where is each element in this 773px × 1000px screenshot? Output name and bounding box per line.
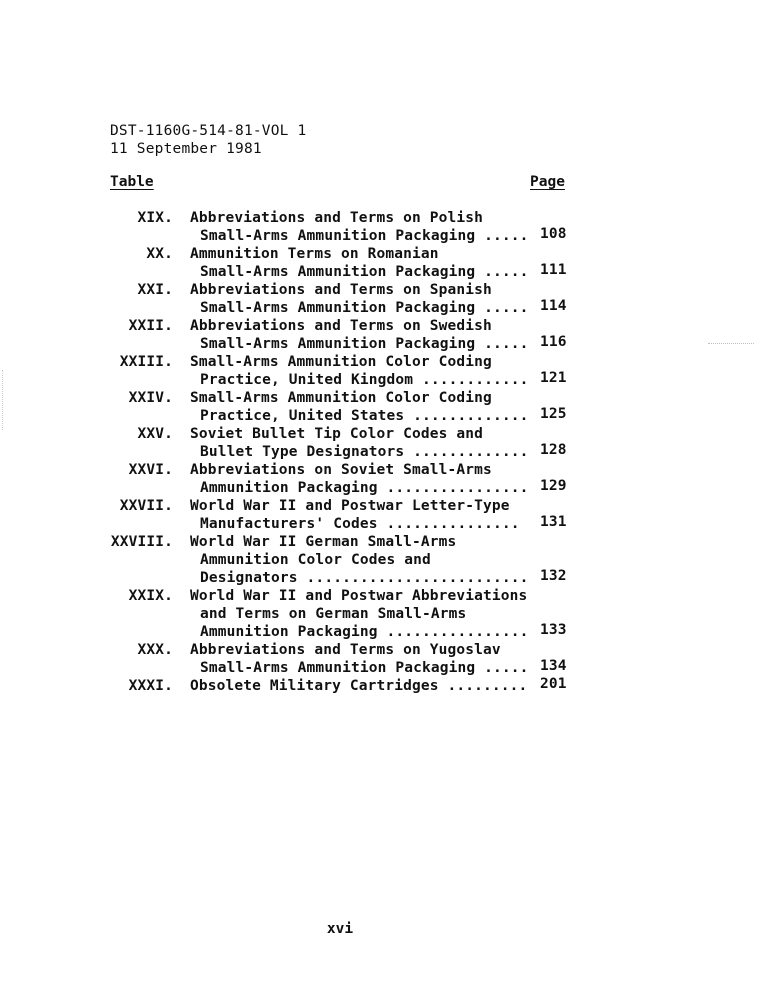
table-title-line: Abbreviations and Terms on Yugoslav <box>190 642 501 658</box>
list-item <box>0 677 773 695</box>
scan-artifact-mark <box>708 343 754 345</box>
page-reference: 133 <box>540 622 567 638</box>
table-number: XXVI. <box>128 462 173 478</box>
table-title-line: Ammunition Packaging ................ <box>200 480 529 496</box>
table-number: XXI. <box>137 282 173 298</box>
page-reference: 111 <box>540 262 567 278</box>
page-reference: 132 <box>540 568 567 584</box>
table-number: XXVII. <box>119 498 173 514</box>
table-number: XXX. <box>137 642 173 658</box>
table-title-line: Small-Arms Ammunition Packaging ..... <box>200 336 529 352</box>
table-title-line: Small-Arms Ammunition Packaging ..... <box>200 264 529 280</box>
table-title-line: Abbreviations on Soviet Small-Arms <box>190 462 492 478</box>
list-item <box>0 587 773 641</box>
table-title-line: Small-Arms Ammunition Packaging ..... <box>200 300 529 316</box>
table-list <box>0 209 773 695</box>
table-number: XXIX. <box>128 588 173 604</box>
table-number: XXXI. <box>128 678 173 694</box>
table-title-line: Soviet Bullet Tip Color Codes and <box>190 426 484 442</box>
list-item <box>0 461 773 497</box>
page-number: xvi <box>326 921 354 937</box>
table-title-line: Obsolete Military Cartridges ......... <box>190 678 528 694</box>
page-reference: 121 <box>540 370 567 386</box>
table-number: XIX. <box>137 210 173 226</box>
table-number: XXVIII. <box>110 534 173 550</box>
table-number: XXV. <box>137 426 173 442</box>
list-item <box>0 533 773 587</box>
table-title-line: and Terms on German Small-Arms <box>200 606 467 622</box>
table-title-line: Small-Arms Ammunition Packaging ..... <box>200 228 529 244</box>
page-reference: 129 <box>540 478 567 494</box>
list-item <box>0 389 773 425</box>
list-item <box>0 497 773 533</box>
table-number: XXII. <box>128 318 173 334</box>
table-number: XXIII. <box>119 354 173 370</box>
table-title-line: Abbreviations and Terms on Swedish <box>190 318 492 334</box>
page-reference: 114 <box>540 298 567 314</box>
document-header <box>110 122 306 158</box>
table-number: XX. <box>146 246 173 262</box>
table-title-line: Small-Arms Ammunition Packaging ..... <box>200 660 529 676</box>
page-reference: 131 <box>540 514 567 530</box>
list-item <box>0 353 773 389</box>
page-reference: 201 <box>540 676 567 692</box>
page-reference: 125 <box>540 406 567 422</box>
page-reference: 134 <box>540 658 567 674</box>
table-title-line: Abbreviations and Terms on Polish <box>190 210 484 226</box>
list-item <box>0 425 773 461</box>
page-column-heading: Page <box>530 174 565 190</box>
table-title-line: Small-Arms Ammunition Color Coding <box>190 354 492 370</box>
table-title-line: Ammunition Packaging ................ <box>200 624 529 640</box>
table-title-line: World War II and Postwar Abbreviations <box>190 588 528 604</box>
table-title-line: Small-Arms Ammunition Color Coding <box>190 390 492 406</box>
list-item <box>0 245 773 281</box>
list-item <box>0 317 773 353</box>
scan-edge-mark <box>2 370 4 430</box>
table-title-line: World War II German Small-Arms <box>190 534 457 550</box>
table-title-line: Ammunition Color Codes and <box>200 552 431 568</box>
document-date: 11 September 1981 <box>110 141 262 157</box>
list-item <box>0 281 773 317</box>
table-title-line: Bullet Type Designators ............. <box>200 444 529 460</box>
page-reference: 116 <box>540 334 567 350</box>
page-reference: 108 <box>540 226 567 242</box>
table-title-line: Manufacturers' Codes ............... <box>200 516 520 532</box>
table-title-line: Practice, United States ............. <box>200 408 529 424</box>
document-id: DST-1160G-514-81-VOL 1 <box>110 123 307 139</box>
table-number: XXIV. <box>128 390 173 406</box>
list-item <box>0 209 773 245</box>
table-title-line: Designators ......................... <box>200 570 529 586</box>
table-title-line: Abbreviations and Terms on Spanish <box>190 282 492 298</box>
table-title-line: Ammunition Terms on Romanian <box>190 246 439 262</box>
page-reference: 128 <box>540 442 567 458</box>
table-column-heading: Table <box>110 174 154 190</box>
table-title-line: World War II and Postwar Letter-Type <box>190 498 510 514</box>
list-item <box>0 641 773 677</box>
table-title-line: Practice, United Kingdom ............ <box>200 372 529 388</box>
